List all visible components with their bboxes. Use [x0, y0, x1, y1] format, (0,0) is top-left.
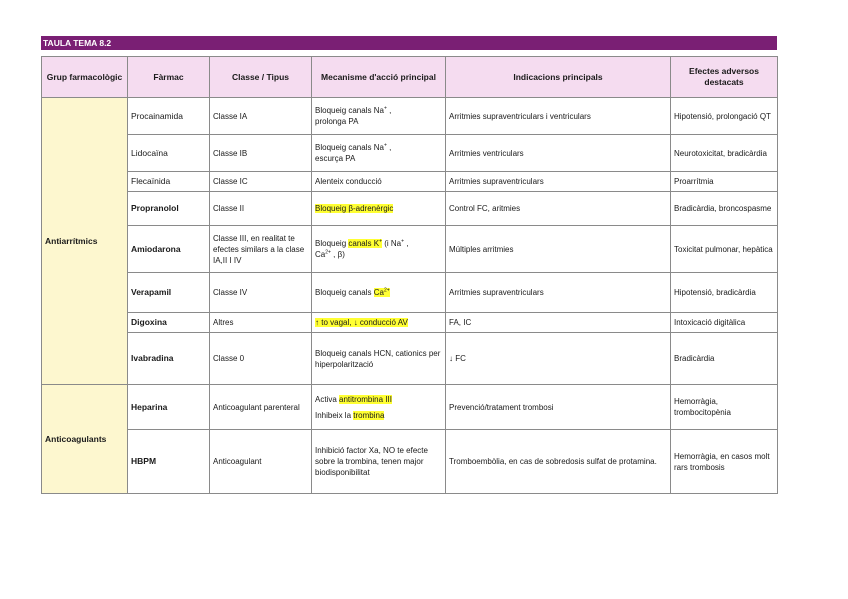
pharmacology-table: [41, 56, 778, 494]
mechanism-cell: [312, 226, 446, 273]
mechanism-text: , β): [333, 250, 345, 259]
drug-verapamil: Verapamil: [128, 273, 210, 313]
indications-cell: Arritmies supraventriculars: [446, 273, 671, 313]
mechanism-cell: Inhibició factor Xa, NO te efecte sobre la trombina, tenen major biodisponibilitat: [312, 430, 446, 494]
group-anticoagulants: Anticoagulants: [42, 385, 128, 494]
mechanism-text: Bloqueig: [315, 239, 347, 248]
mechanism-text: ,: [389, 106, 392, 115]
table-row: [42, 226, 778, 273]
highlighted-text: ↑ to vagal, ↓ conducció AV: [315, 318, 408, 327]
highlighted-label: canals K: [348, 239, 380, 248]
mechanism-cell: Alenteix conducció: [312, 172, 446, 192]
mechanism-text: Bloqueig canals Na: [315, 106, 384, 115]
table-row: [42, 135, 778, 172]
class-cell: Classe 0: [210, 333, 312, 385]
table-row: [42, 172, 778, 192]
adverse-cell: Bradicàrdia: [671, 333, 778, 385]
header-class: Classe / Tipus: [210, 57, 312, 98]
drug-lidocaina: Lidocaïna: [128, 135, 210, 172]
mechanism-cell: Bloqueig canals HCN, cationics per hiperpolarització: [312, 333, 446, 385]
class-cell: Classe IV: [210, 273, 312, 313]
drug-propranolol: Propranolol: [128, 192, 210, 226]
highlighted-text: [374, 288, 390, 297]
adverse-cell: Hipotensió, bradicàrdia: [671, 273, 778, 313]
mechanism-text: Bloqueig canals Na: [315, 143, 384, 152]
indications-cell: Tromboembòlia, en cas de sobredosis sulfat de protamina.: [446, 430, 671, 494]
mechanism-cell: [312, 385, 446, 430]
adverse-cell: Bradicàrdia, broncospasme: [671, 192, 778, 226]
table-row: [42, 273, 778, 313]
indications-cell: Múltiples arritmies: [446, 226, 671, 273]
table-row: [42, 192, 778, 226]
adverse-cell: Neurotoxicitat, bradicàrdia: [671, 135, 778, 172]
drug-ivabradina: Ivabradina: [128, 333, 210, 385]
superscript: 2+: [325, 249, 331, 256]
mechanism-cell: [312, 313, 446, 333]
header-drug: Fàrmac: [128, 57, 210, 98]
indications-cell: ↓ FC: [446, 333, 671, 385]
class-cell: Classe IA: [210, 98, 312, 135]
header-row: [42, 57, 778, 98]
adverse-cell: Hipotensió, prolongació QT: [671, 98, 778, 135]
drug-hbpm: HBPM: [128, 430, 210, 494]
mechanism-text: escurça PA: [315, 154, 356, 163]
class-cell: Anticoagulant parenteral: [210, 385, 312, 430]
class-cell: Anticoagulant: [210, 430, 312, 494]
table-row: [42, 333, 778, 385]
highlighted-text: antitrombina III: [339, 394, 392, 404]
mechanism-text: prolonga PA: [315, 117, 359, 126]
adverse-cell: Intoxicació digitàlica: [671, 313, 778, 333]
highlighted-text: Bloqueig β-adrenèrgic: [315, 204, 394, 213]
drug-heparina: Heparina: [128, 385, 210, 430]
header-group: Grup farmacològic: [42, 57, 128, 98]
mechanism-cell: [312, 273, 446, 313]
mechanism-text: ,: [406, 239, 409, 248]
table-title: TAULA TEMA 8.2: [41, 36, 777, 50]
mechanism-text: Ca: [315, 250, 326, 259]
highlighted-label: Ca: [373, 288, 384, 297]
adverse-cell: Toxicitat pulmonar, hepàtica: [671, 226, 778, 273]
table-row: [42, 313, 778, 333]
drug-digoxina: Digoxina: [128, 313, 210, 333]
header-indications: Indicacions principals: [446, 57, 671, 98]
class-cell: Classe II: [210, 192, 312, 226]
highlighted-text: trombina: [353, 410, 385, 420]
mechanism-cell: [312, 98, 446, 135]
mechanism-text: ,: [389, 143, 392, 152]
indications-cell: FA, IC: [446, 313, 671, 333]
adverse-cell: Hemorràgia, trombocitopènia: [671, 385, 778, 430]
header-adverse: Efectes adversos destacats: [671, 57, 778, 98]
superscript: +: [383, 105, 387, 112]
drug-flecainida: Flecaïnida: [128, 172, 210, 192]
class-cell: Classe IC: [210, 172, 312, 192]
indications-cell: Control FC, aritmies: [446, 192, 671, 226]
table-row: [42, 385, 778, 430]
mechanism-cell: [312, 135, 446, 172]
mechanism-text: Bloqueig canals: [315, 288, 372, 297]
header-mechanism: Mecanisme d'acció principal: [312, 57, 446, 98]
mechanism-text: Activa: [315, 394, 337, 404]
table-row: [42, 430, 778, 494]
highlighted-text: [348, 239, 382, 248]
indications-cell: Arritmies supraventriculars i ventriculars: [446, 98, 671, 135]
adverse-cell: Proarrítmia: [671, 172, 778, 192]
mechanism-cell: [312, 192, 446, 226]
mechanism-text: Inhibeix la: [315, 410, 352, 420]
superscript: +: [401, 238, 405, 245]
superscript: +: [383, 142, 387, 149]
drug-amiodarona: Amiodarona: [128, 226, 210, 273]
superscript: 2+: [383, 287, 390, 294]
adverse-cell: Hemorràgia, en casos molt rars trombosis: [671, 430, 778, 494]
indications-cell: Arritmies ventriculars: [446, 135, 671, 172]
table-row: [42, 98, 778, 135]
indications-cell: Prevenció/tratament trombosi: [446, 385, 671, 430]
drug-procainamida: Procainamida: [128, 98, 210, 135]
superscript: +: [379, 238, 382, 245]
class-cell: Classe IB: [210, 135, 312, 172]
indications-cell: Arritmies supraventriculars: [446, 172, 671, 192]
mechanism-text: (i Na: [384, 239, 402, 248]
class-cell: Altres: [210, 313, 312, 333]
class-cell: Classe III, en realitat te efectes similars a la clase IA,II I IV: [210, 226, 312, 273]
group-antiarrhythmics: Antiarrítmics: [42, 98, 128, 385]
